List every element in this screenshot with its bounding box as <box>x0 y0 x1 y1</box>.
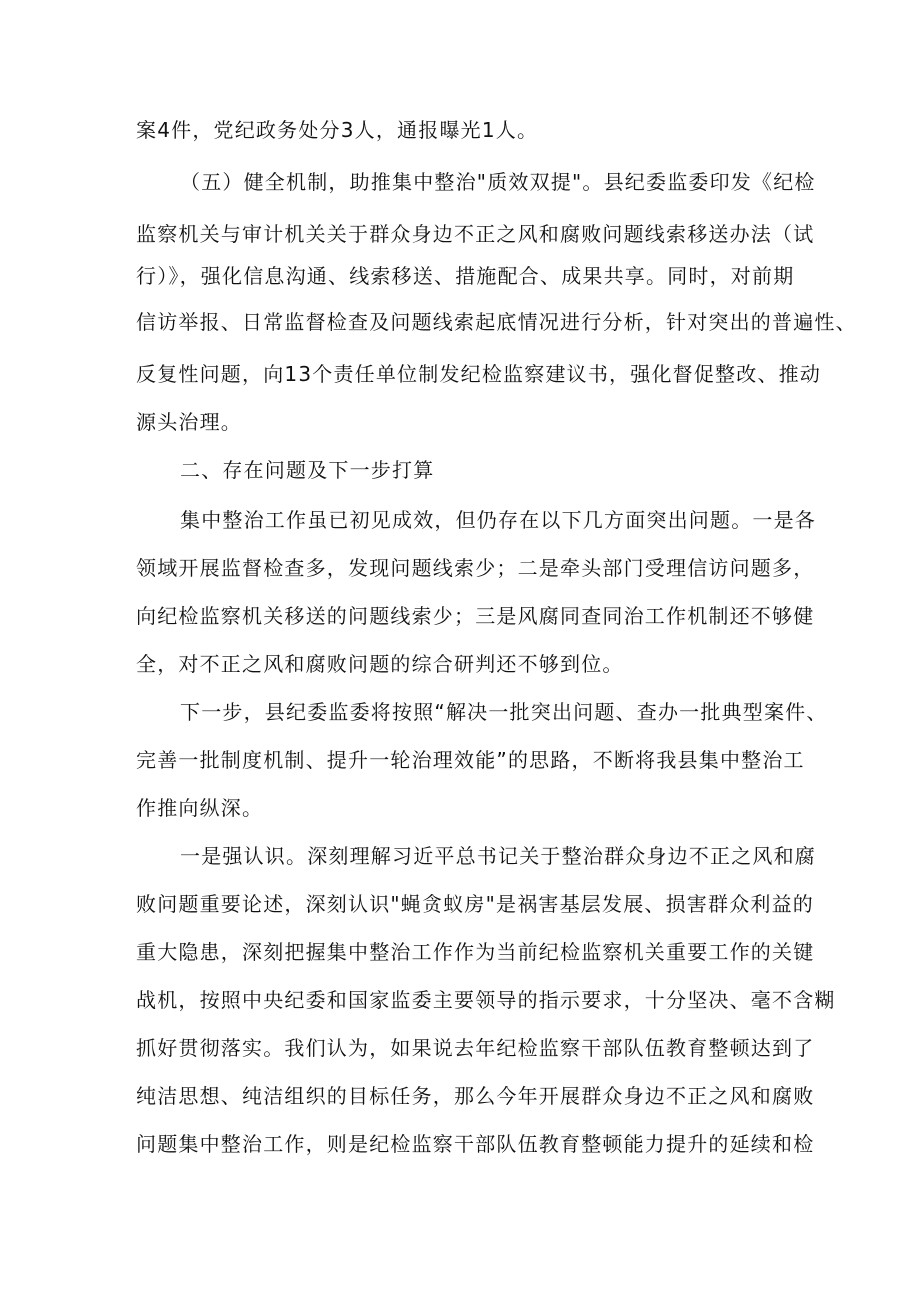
text-line: 向纪检监察机关移送的问题线索少；三是风腐同查同治工作机制还不够健 <box>136 604 815 628</box>
text-line: 全，对不正之风和腐败问题的综合研判还不够到位。 <box>136 652 624 676</box>
text-line: 监察机关与审计机关关于群众身边不正之风和腐败问题线索移送办法（试 <box>136 222 815 246</box>
text-line: 案4件，党纪政务处分3人，通报曝光1人。 <box>136 118 539 142</box>
text-line: 纯洁思想、纯洁组织的目标任务，那么今年开展群众身边不正之风和腐败 <box>136 1084 815 1108</box>
text-line: 集中整治工作虽已初见成效，但仍存在以下几方面突出问题。一是各 <box>180 508 816 532</box>
text-line: （五）健全机制，助推集中整治"质效双提"。县纪委监委印发《纪检 <box>180 170 816 194</box>
text-line: 战机，按照中央纪委和国家监委主要领导的指示要求，十分坚决、毫不含糊 <box>136 988 836 1012</box>
text-line: 行）》，强化信息沟通、线索移送、措施配合、成果共享。同时，对前期 <box>136 264 795 288</box>
text-line: 领域开展监督检查多，发现问题线索少；二是牵头部门受理信访问题多， <box>136 556 815 580</box>
text-line: 完善一批制度机制、提升一轮治理效能”的思路，不断将我县集中整治工 <box>136 748 805 772</box>
text-line: 源头治理。 <box>136 410 242 434</box>
text-line: 信访举报、日常监督检查及问题线索起底情况进行分析，针对突出的普遍性、 <box>136 310 857 334</box>
text-line: 抓好贯彻落实。我们认为，如果说去年纪检监察干部队伍教育整顿达到了 <box>136 1036 815 1060</box>
text-line: 败问题重要论述，深刻认识"蝇贪蚁房"是祸害基层发展、损害群众利益的 <box>136 892 814 916</box>
text-line: 重大隐患，深刻把握集中整治工作作为当前纪检监察机关重要工作的关键 <box>136 940 815 964</box>
text-line: 作推向纵深。 <box>136 796 264 820</box>
section-heading: 二、存在问题及下一步打算 <box>180 458 435 482</box>
text-line: 反复性问题，向13个责任单位制发纪检监察建议书，强化督促整改、推动 <box>136 362 822 386</box>
text-line: 问题集中整治工作，则是纪检监察干部队伍教育整顿能力提升的延续和检 <box>136 1132 815 1156</box>
text-line: 一是强认识。深刻理解习近平总书记关于整治群众身边不正之风和腐 <box>180 844 816 868</box>
text-line: 下一步，县纪委监委将按照“解决一批突出问题、查办一批典型案件、 <box>180 700 828 724</box>
